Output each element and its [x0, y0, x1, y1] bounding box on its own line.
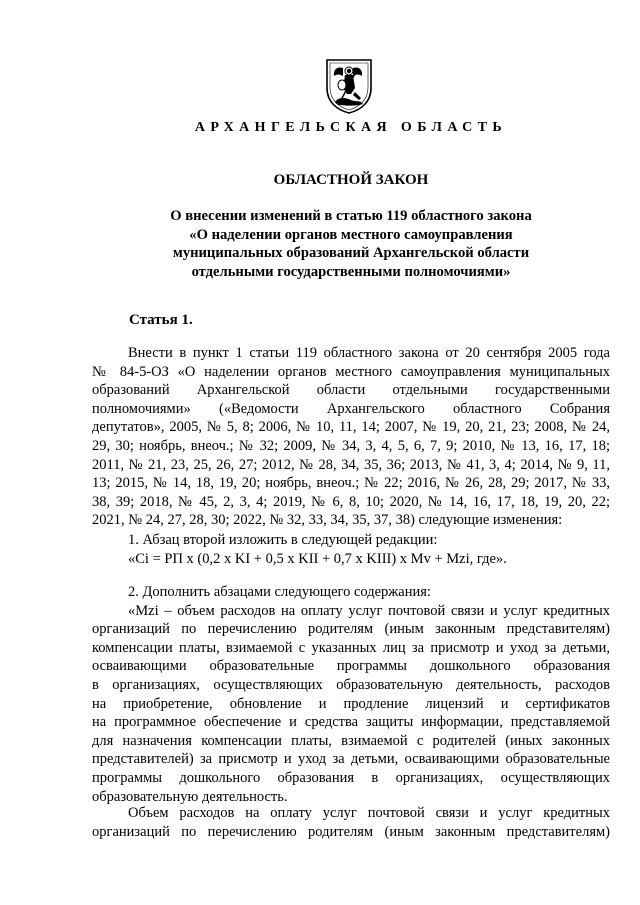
paragraph-line: организаций по перечислению родителям (иным законным представителям) — [92, 621, 610, 638]
paragraph-line: полномочиями» («Ведомости Архангельского областного Собрания — [92, 400, 610, 417]
paragraph-line: № 84-5-ОЗ «О наделении органов местного самоуправления муниципальных — [92, 363, 610, 380]
paragraph-line: 1. Абзац второй изложить в следующей редакции: — [128, 532, 438, 548]
formula-line: «Ci = РП x (0,2 x KI + 0,5 x KII + 0,7 x KIII) x Mv + Mzi, где». — [128, 550, 507, 567]
change-item-1 — [92, 531, 610, 568]
paragraph-line: для назначения компенсации платы, взимаемой с родителей (иных законных — [92, 732, 610, 749]
title-line: «О наделении органов местного самоуправления — [189, 226, 513, 243]
paragraph-line: 38, 39; 2018, № 45, 2, 3, 4; 2019, № 6, 8, 10; 2020, № 14, 16, 17, 18, 19, 20, 22; — [92, 493, 610, 510]
paragraph-line: на программное обеспечение и средства защиты информации, представляемой — [92, 714, 610, 731]
change-item-2-continuation — [92, 804, 610, 841]
change-item-2 — [92, 583, 610, 806]
paragraph-line: 2011, № 21, 23, 25, 26, 27; 2012, № 28, 34, 35, 36; 2013, № 41, 3, 4; 2014, № 9, 11, — [92, 456, 610, 473]
title-line: О внесении изменений в статью 119 областного закона — [170, 208, 532, 224]
paragraph-line: 13; 2015, № 14, 18, 19, 20; ноябрь, внеоч.; № 22; 2016, № 26, 28, 29; 2017, № 33, — [92, 475, 610, 492]
paragraph-line: в организациях, осуществляющих образовательную деятельность, расходов — [92, 676, 610, 693]
paragraph-line: на приобретение, обновление и продление лицензий и сертификатов — [92, 695, 610, 712]
title-line: муниципальных образований Архангельской области — [172, 245, 530, 261]
paragraph-line: образовательную деятельность. — [92, 788, 288, 805]
document-title — [0, 207, 640, 281]
paragraph-line: организаций по перечислению родителям (иным законным представителям) — [92, 823, 610, 840]
paragraph-line: представителей) за присмотр и уход за детьми, осваивающими образовательные — [92, 751, 610, 768]
paragraph-line: осваивающими образовательные программы дошкольного образования — [92, 658, 610, 675]
paragraph-line: Объем расходов на оплату услуг почтовой связи и услуг кредитных — [128, 805, 610, 821]
paragraph-line: 2021, № 24, 27, 28, 30; 2022, № 32, 33, 34, 35, 37, 38) следующие изменения: — [92, 512, 563, 529]
coat-of-arms-icon — [325, 58, 373, 114]
paragraph-line: «Mzi – объем расходов на оплату услуг почтовой связи и услуг кредитных — [128, 602, 610, 619]
paragraph-line: программы дошкольного образования в организациях, осуществляющих — [92, 769, 610, 786]
article-heading: Статья 1. — [129, 312, 193, 328]
paragraph-line: компенсации платы, взимаемой с указанных лиц за присмотр и уход за детьми, — [92, 639, 610, 656]
region-name: АРХАНГЕЛЬСКАЯ ОБЛАСТЬ — [194, 120, 508, 135]
paragraph-line: Внести в пункт 1 статьи 119 областного закона от 20 сентября 2005 года — [128, 345, 610, 361]
paragraph-line: образований Архангельской области отдельными государственными — [92, 382, 610, 399]
paragraph-line: 29, 30; ноябрь, внеоч.; № 32; 2009, № 34, 3, 4, 5, 6, 7, 9; 2010, № 13, 16, 17, 18; — [92, 437, 610, 454]
paragraph-line: 2. Дополнить абзацами следующего содержания: — [128, 584, 431, 600]
document-type: ОБЛАСТНОЙ ЗАКОН — [273, 172, 429, 188]
title-line: отдельными государственными полномочиями» — [191, 263, 511, 280]
paragraph-line: депутатов», 2005, № 5, 8; 2006, № 10, 11, 14; 2007, № 19, 20, 21, 23; 2008, № 24, — [92, 419, 610, 436]
article-intro-paragraph — [92, 344, 610, 530]
